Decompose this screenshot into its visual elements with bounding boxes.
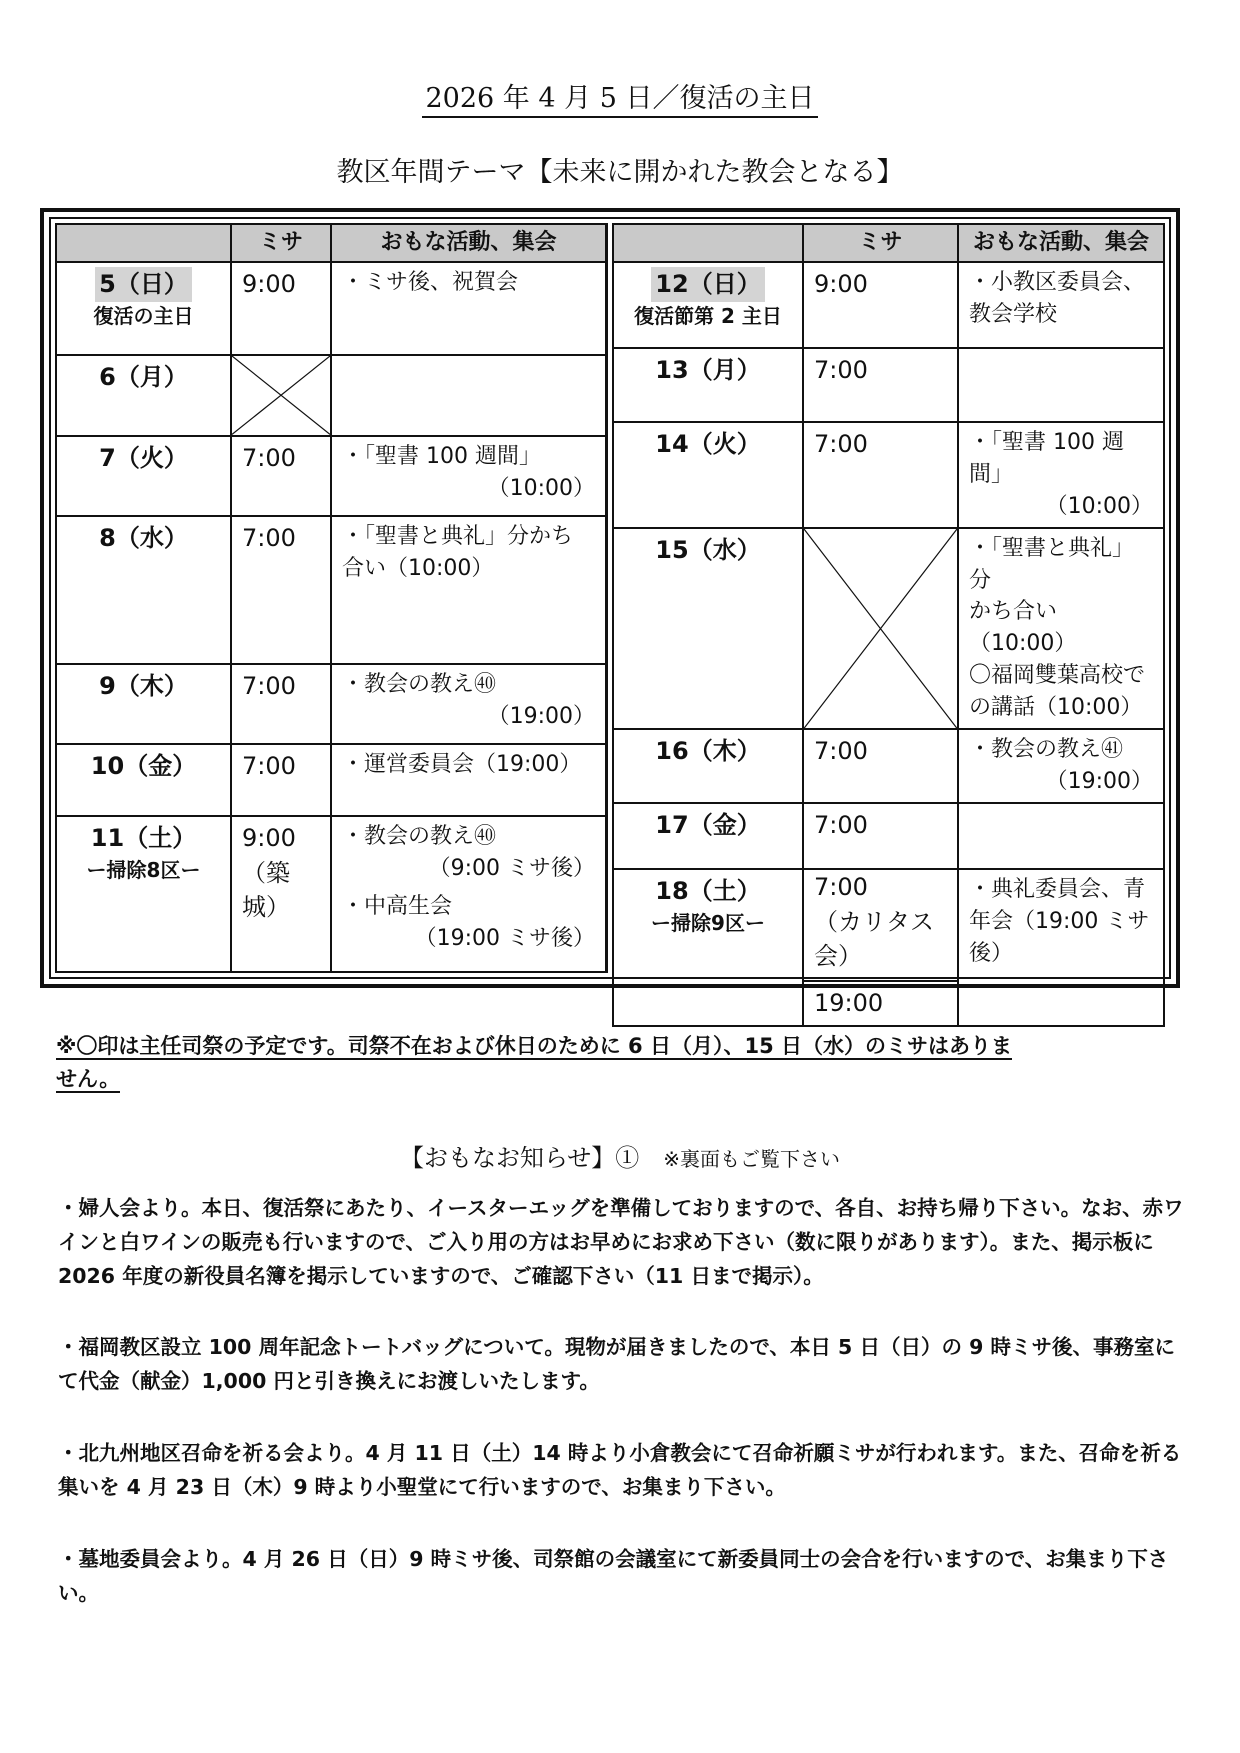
mass-time: 7:00 <box>242 524 296 553</box>
schedule-row <box>56 516 607 664</box>
activity-cell <box>331 816 607 972</box>
day-cell <box>56 355 231 435</box>
day-label <box>624 808 792 843</box>
day-date: 16（木） <box>655 737 761 766</box>
mass-cell <box>231 664 331 744</box>
mass-time: 7:00 <box>814 430 868 458</box>
mass-cell <box>803 869 958 1026</box>
schedule-row <box>56 744 607 816</box>
notices-heading: 【おもなお知らせ】① ※裏面もご覧下さい <box>399 1144 841 1172</box>
header-activity: おもな活動、集会 <box>331 224 607 262</box>
day-subtitle: ー掃除8区ー <box>86 857 201 882</box>
day-date: 5（日） <box>95 267 192 302</box>
activity-line: ・運営委員会（19:00） <box>342 752 582 778</box>
cross-mark-icon <box>804 529 957 728</box>
mass-cell <box>231 744 331 816</box>
activity-line: の講話（10:00） <box>969 695 1143 721</box>
activity-line: ・「聖書 100 週間」 <box>342 443 541 469</box>
mass-group: （カリタス会） <box>814 907 934 971</box>
activity-cell <box>331 262 607 355</box>
day-subtitle: ー掃除9区ー <box>651 910 765 935</box>
day-date: 11（土） <box>90 823 197 852</box>
schedule-row <box>56 436 607 516</box>
day-label <box>67 267 220 302</box>
day-cell <box>56 664 231 744</box>
mass-time: 7:00 <box>242 752 296 781</box>
activity-line: ・中高生会 <box>342 893 453 919</box>
mass-cell <box>803 803 958 869</box>
mass-cell <box>803 729 958 803</box>
day-label <box>624 734 792 769</box>
header-mass: ミサ <box>231 224 331 262</box>
mass-cell <box>803 422 958 528</box>
mass-time: 7:00 <box>814 356 868 384</box>
cross-mark-icon <box>232 356 330 434</box>
mass-time: 9:00 <box>242 270 296 298</box>
activity-cell <box>958 803 1164 869</box>
notice-item: ・婦人会より。本日、復活祭にあたり、イースターエッグを準備しておりますので、各自、お持ち帰り下さい。なお、赤ワインと白ワインの販売も行いますので、ご入り用の方はお早めにお求め下さい（数に限りがあります）。また、掲示板に 2026 年度の新役員名簿を掲示していますので、ご確認下さい（11 日まで掲示）。 <box>58 1196 1184 1288</box>
day-subtitle: 復活の主日 <box>93 303 194 328</box>
activity-line: 合い（10:00） <box>342 556 494 582</box>
activity-cell <box>958 869 1164 1026</box>
day-subtitle: 復活節第 2 主日 <box>634 303 782 328</box>
schedule-row <box>613 528 1164 729</box>
activity-cell <box>958 348 1164 422</box>
day-date: 13（月） <box>655 356 761 384</box>
priest-schedule-note: ※〇印は主任司祭の予定です。司祭不在および休日のために 6 日（月）、15 日（水）のミサはありま せん。 <box>56 1034 1013 1091</box>
day-cell <box>613 803 803 869</box>
bulletin-title: 2026 年 4 月 5 日／復活の主日 <box>0 76 1240 115</box>
day-label <box>67 521 220 556</box>
schedule-table-right <box>612 223 1165 1027</box>
mass-cell <box>803 262 958 348</box>
activity-cell <box>331 664 607 744</box>
mass-cell <box>231 436 331 516</box>
mass-time: 7:00 <box>814 810 868 839</box>
activity-line: ・「聖書 100 週間」 <box>969 430 1124 487</box>
activity-time: （19:00） <box>487 703 595 729</box>
day-cell <box>613 348 803 422</box>
activity-time: （19:00 ミサ後） <box>414 925 595 951</box>
day-cell <box>56 516 231 664</box>
notice-item: ・北九州地区召命を祈る会より。4 月 11 日（土）14 時より小倉教会にて召命祈願ミサが行われます。また、召命を祈る集いを 4 月 23 日（木）9 時より小聖堂にて行いますので、お集まり下さい。 <box>58 1441 1182 1499</box>
day-cell <box>613 528 803 729</box>
mass-cell <box>803 348 958 422</box>
activity-cell <box>958 262 1164 348</box>
activity-line: 教会学校 <box>969 301 1058 327</box>
mass-time: 7:00 <box>242 443 296 472</box>
notice-item: ・福岡教区設立 100 周年記念トートバッグについて。現物が届きましたので、本日 5 日（日）の 9 時ミサ後、事務室にて代金（献金）1,000 円と引き換えにお渡しいたします。 <box>58 1335 1175 1394</box>
day-label <box>67 441 220 476</box>
activity-line: ・「聖書と典礼」分 <box>969 535 1135 593</box>
day-label <box>624 267 792 302</box>
notice-item: ・墓地委員会より。4 月 26 日（日）9 時ミサ後、司祭館の会議室にて新委員同士の会合を行いますので、お集まり下さい。 <box>58 1546 1169 1605</box>
activity-cell <box>958 528 1164 729</box>
schedule-row <box>56 816 607 972</box>
day-cell <box>56 744 231 816</box>
mass-cell <box>231 816 331 972</box>
header-day <box>613 224 803 262</box>
no-mass-cell <box>803 528 958 729</box>
activity-line: かち合い（10:00） <box>969 599 1077 657</box>
activity-line: ・ミサ後、祝賀会 <box>342 270 519 295</box>
schedule-row <box>56 262 607 355</box>
activity-line: ・小教区委員会、 <box>969 270 1146 295</box>
mass-time: （築城） <box>242 858 290 922</box>
day-date: 17（金） <box>655 810 761 839</box>
header-activity: おもな活動、集会 <box>958 224 1164 262</box>
day-date: 10（金） <box>90 752 197 781</box>
activity-time: （10:00） <box>487 475 595 501</box>
no-mass-cell <box>231 355 331 435</box>
schedule-row <box>613 803 1164 869</box>
schedule-row <box>613 729 1164 803</box>
schedule-row <box>613 348 1164 422</box>
activity-line: ・典礼委員会、青 <box>969 876 1146 902</box>
activity-line: ・教会の教え㊵ <box>342 671 497 697</box>
activity-line: ・「聖書と典礼」分かち <box>342 524 574 550</box>
mass-time: 7:00 <box>814 737 868 766</box>
schedule-row <box>56 355 607 435</box>
activity-time: （9:00 ミサ後） <box>428 855 595 881</box>
day-date: 18（土） <box>655 876 761 905</box>
day-cell <box>56 262 231 355</box>
schedule-row <box>56 664 607 744</box>
day-cell <box>613 729 803 803</box>
day-label <box>67 669 220 704</box>
mass-time: 19:00 <box>814 989 884 1018</box>
day-date: 8（水） <box>99 524 188 553</box>
mass-split-top <box>804 870 957 982</box>
activity-cell <box>331 355 607 435</box>
activity-cell <box>331 516 607 664</box>
activity-cell <box>958 422 1164 528</box>
schedule-row <box>613 422 1164 528</box>
day-label <box>67 360 220 395</box>
diocese-theme: 教区年間テーマ【未来に開かれた教会となる】 <box>336 157 904 188</box>
day-cell <box>613 262 803 348</box>
header-mass: ミサ <box>803 224 958 262</box>
mass-time: 9:00 <box>814 270 868 298</box>
day-label <box>624 353 792 388</box>
day-date: 14（火） <box>655 430 761 458</box>
day-cell <box>56 436 231 516</box>
activity-line: ・教会の教え㊶ <box>969 737 1124 763</box>
activity-line: 後） <box>969 940 1014 966</box>
day-label <box>624 874 792 909</box>
schedule-row <box>613 262 1164 348</box>
mass-cell <box>231 516 331 664</box>
activity-line: ・教会の教え㊵ <box>342 823 497 849</box>
day-date: 9（木） <box>99 671 188 700</box>
day-cell <box>613 422 803 528</box>
schedule-frame <box>40 208 1180 1018</box>
day-date: 12（日） <box>651 267 764 302</box>
day-label <box>67 821 220 856</box>
day-date: 15（水） <box>655 535 761 564</box>
day-label <box>624 533 792 568</box>
mass-cell <box>231 262 331 355</box>
day-label <box>67 749 220 784</box>
activity-time: （10:00） <box>1045 493 1153 519</box>
activity-line: 年会（19:00 ミサ <box>969 908 1150 934</box>
day-label <box>624 427 792 462</box>
mass-time: 9:00 <box>242 823 296 852</box>
day-date: 6（月） <box>99 363 188 392</box>
schedule-row <box>613 869 1164 1026</box>
activity-cell <box>331 744 607 816</box>
schedule-table-left <box>55 223 608 973</box>
mass-time: 7:00 <box>814 872 868 901</box>
activity-cell <box>331 436 607 516</box>
notices-list <box>58 1192 1188 1648</box>
mass-time: 7:00 <box>242 671 296 700</box>
day-cell <box>613 869 803 1026</box>
activity-cell <box>958 729 1164 803</box>
day-cell <box>56 816 231 972</box>
activity-time: （19:00） <box>1045 768 1153 794</box>
day-date: 7（火） <box>99 443 188 472</box>
activity-line: 〇福岡雙葉高校で <box>969 663 1146 689</box>
header-day <box>56 224 231 262</box>
